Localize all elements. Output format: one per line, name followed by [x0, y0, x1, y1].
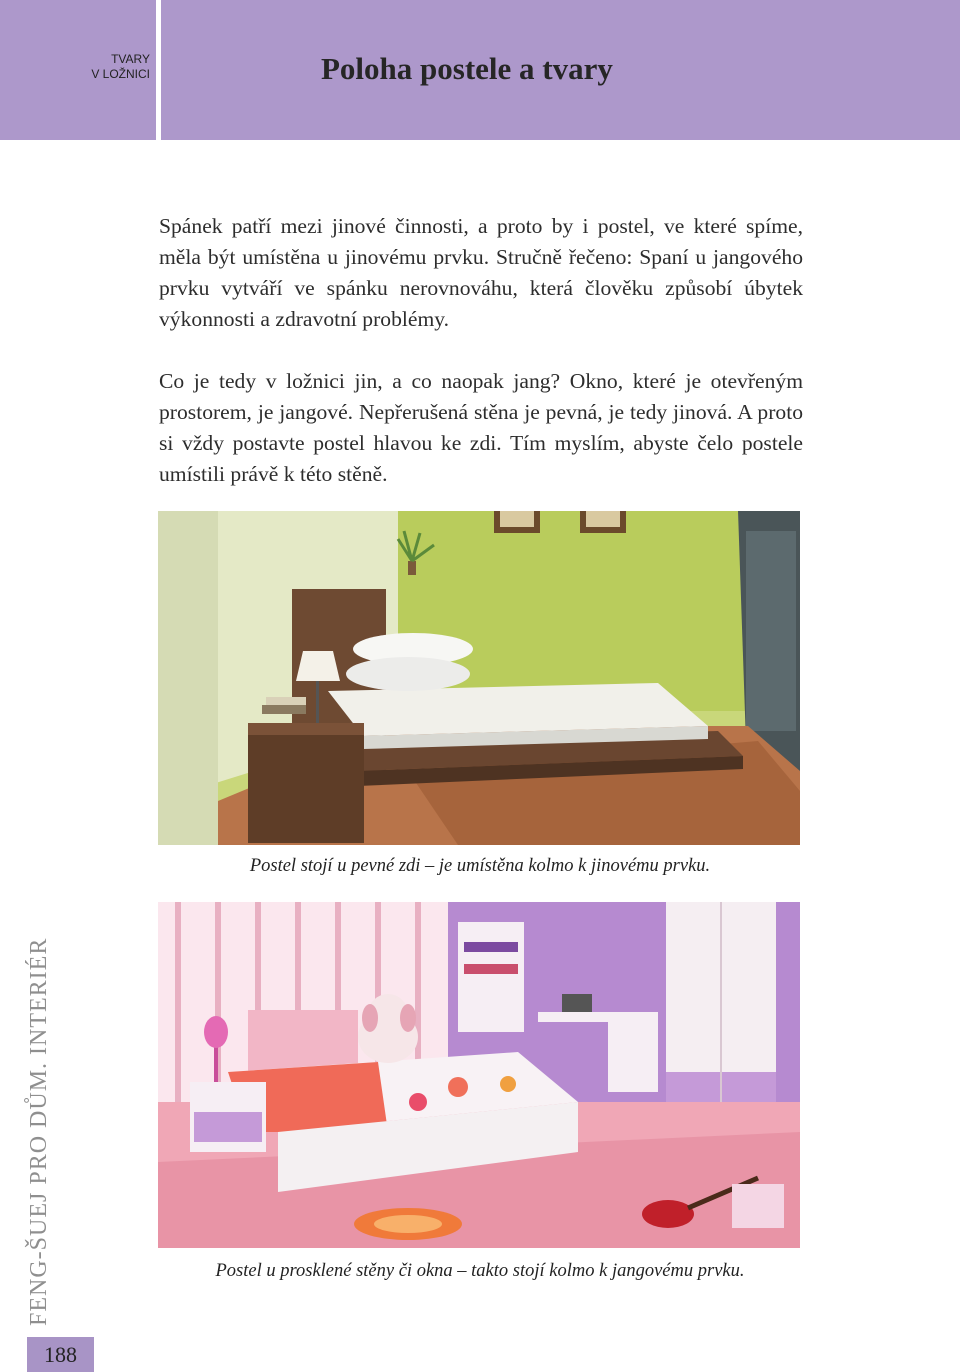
body-paragraph-2: Co je tedy v ložnici jin, a co naopak jang? Okno, které je otevřeným prostorem, je jangové. Nepřerušená stěna je pevná, je tedy jinová. A proto si vždy postavte postel hlavou ke zdi. Tím myslím, abyste čelo postele umístili právě k této stěně. — [159, 369, 803, 486]
figure-caption-2: Postel u prosklené stěny či okna – takto stojí kolmo k jangovému prvku. — [215, 1261, 745, 1281]
body-paragraph-1: Spánek patří mezi jinové činnosti, a proto by i postel, ve které spíme, měla být umístěna u jinovému prvku. Stručně řečeno: Spaní u jangového prvku vytváří ve spánku nerovnováhu, která člověku způsobí úbytek výkonnosti a zdravotní problémy. — [159, 214, 803, 331]
section-tab — [0, 0, 156, 140]
page-title: Poloha postele a tvary — [321, 51, 613, 86]
title-banner — [161, 0, 960, 140]
bedroom-photo-window — [158, 902, 800, 1248]
section-label: TVARY V LOŽNICI — [91, 52, 150, 81]
bedroom-photo-wall — [158, 511, 800, 845]
book-spine-title: FENG-ŠUEJ PRO DŮM. INTERIÉR — [26, 937, 52, 1326]
page-number: 188 — [27, 1337, 94, 1372]
figure-caption-1: Postel stojí u pevné zdi – je umístěna kolmo k jinovému prvku. — [249, 856, 711, 876]
